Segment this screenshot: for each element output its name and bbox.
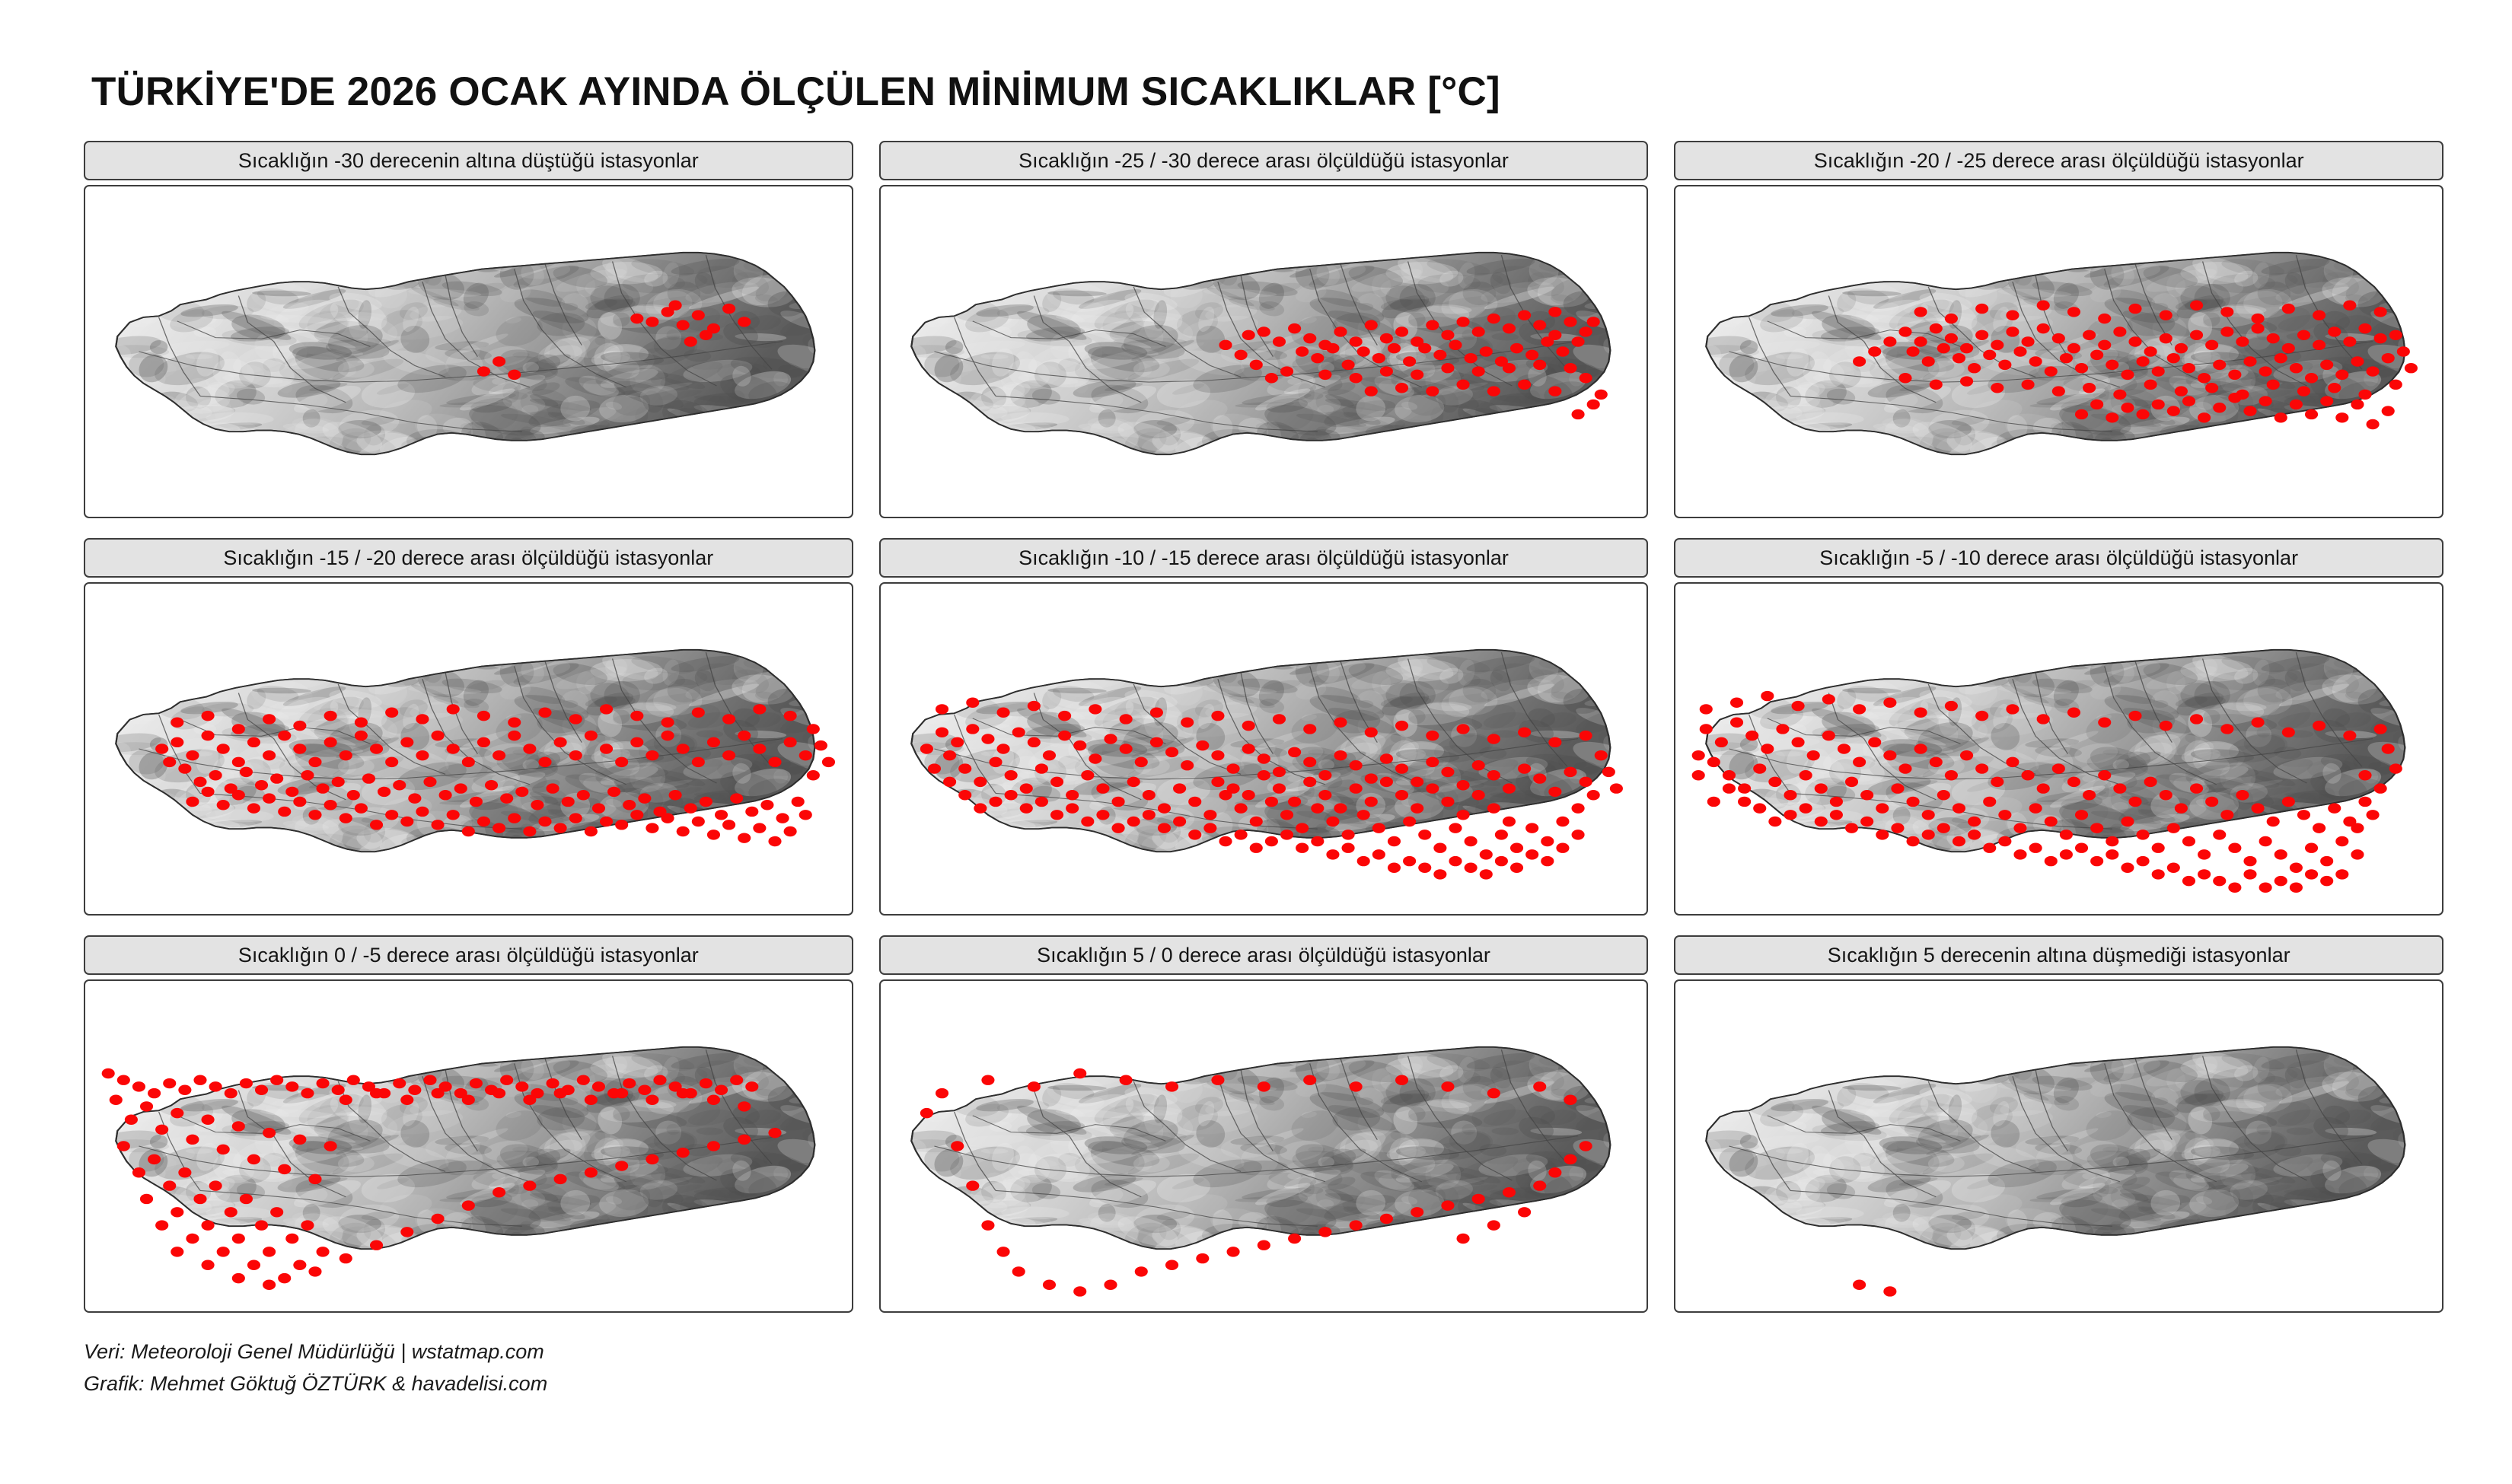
map-panel	[879, 538, 1649, 916]
turkey-basemap-0	[85, 186, 852, 517]
map-panel	[879, 141, 1649, 518]
panel-title-6: Sıcaklığın 0 / -5 derece arası ölçüldüğü istasyonlar	[84, 935, 853, 975]
turkey-basemap-1	[881, 186, 1647, 517]
turkey-basemap-4	[881, 584, 1647, 914]
panel-title-5: Sıcaklığın -5 / -10 derece arası ölçüldüğü istasyonlar	[1674, 538, 2443, 578]
panel-title-7: Sıcaklığın 5 / 0 derece arası ölçüldüğü istasyonlar	[879, 935, 1649, 975]
map-panel	[84, 935, 853, 1313]
map-panel	[84, 538, 853, 916]
turkey-basemap-8	[1675, 981, 2442, 1311]
page-title: TÜRKİYE'DE 2026 OCAK AYINDA ÖLÇÜLEN MİNİMUM SICAKLIKLAR [°C]	[91, 69, 1500, 114]
map-canvas-8[interactable]	[1674, 979, 2443, 1313]
panel-title-4: Sıcaklığın -10 / -15 derece arası ölçüldüğü istasyonlar	[879, 538, 1649, 578]
panel-title-2: Sıcaklığın -20 / -25 derece arası ölçüldüğü istasyonlar	[1674, 141, 2443, 180]
map-panel-grid	[84, 141, 2443, 1313]
map-canvas-6[interactable]	[84, 979, 853, 1313]
turkey-basemap-7	[881, 981, 1647, 1311]
panel-title-1: Sıcaklığın -25 / -30 derece arası ölçüldüğü istasyonlar	[879, 141, 1649, 180]
turkey-basemap-2	[1675, 186, 2442, 517]
turkey-basemap-6	[85, 981, 852, 1311]
turkey-basemap-3	[85, 584, 852, 914]
panel-title-0: Sıcaklığın -30 derecenin altına düştüğü istasyonlar	[84, 141, 853, 180]
map-canvas-4[interactable]	[879, 582, 1649, 916]
map-panel	[879, 935, 1649, 1313]
map-panel	[1674, 935, 2443, 1313]
map-canvas-5[interactable]	[1674, 582, 2443, 916]
map-canvas-2[interactable]	[1674, 185, 2443, 518]
credit-author: Grafik: Mehmet Göktuğ ÖZTÜRK & havadelisi.com	[84, 1372, 548, 1396]
map-canvas-0[interactable]	[84, 185, 853, 518]
figure-credits	[84, 1336, 547, 1400]
map-canvas-7[interactable]	[879, 979, 1649, 1313]
panel-title-3: Sıcaklığın -15 / -20 derece arası ölçüldüğü istasyonlar	[84, 538, 853, 578]
map-canvas-1[interactable]	[879, 185, 1649, 518]
turkey-basemap-5	[1675, 584, 2442, 914]
map-panel	[1674, 538, 2443, 916]
panel-title-8: Sıcaklığın 5 derecenin altına düşmediği istasyonlar	[1674, 935, 2443, 975]
credit-data-source: Veri: Meteoroloji Genel Müdürlüğü | wstatmap.com	[84, 1340, 544, 1364]
map-panel	[1674, 141, 2443, 518]
map-panel	[84, 141, 853, 518]
map-canvas-3[interactable]	[84, 582, 853, 916]
